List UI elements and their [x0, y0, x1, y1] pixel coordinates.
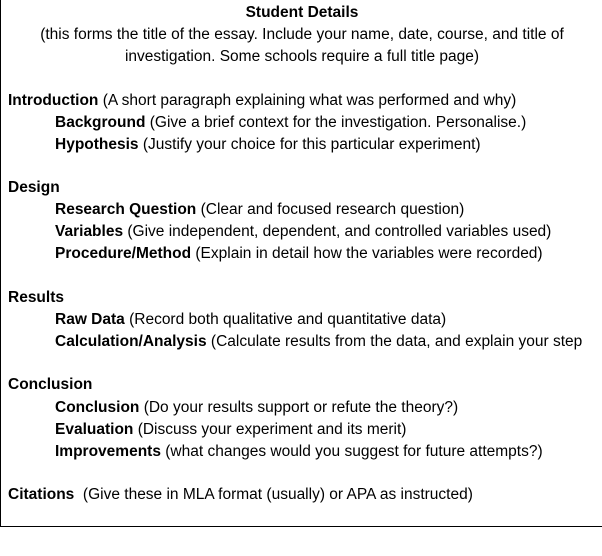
item-desc: (Justify your choice for this particular experiment) [138, 136, 481, 153]
section-label: Design [8, 179, 60, 196]
section-label: Results [8, 289, 64, 306]
item-hypothesis [55, 134, 481, 156]
item-label: Raw Data [55, 311, 125, 328]
item-raw-data [55, 309, 446, 331]
item-variables [55, 221, 551, 243]
item-label: Calculation/Analysis [55, 333, 207, 350]
doc-subtitle-line-2: investigation. Some schools require a full title page) [124, 48, 480, 65]
item-desc: (Record both qualitative and quantitative data) [124, 311, 447, 328]
item-desc: (Give a brief context for the investigation. Personalise.) [145, 114, 527, 131]
doc-heading: Student Details [245, 4, 359, 21]
item-label: Background [55, 114, 146, 131]
item-desc: (Discuss your experiment and its merit) [133, 421, 407, 438]
item-label: Hypothesis [55, 136, 139, 153]
item-label: Variables [55, 223, 124, 240]
item-improvements [55, 441, 543, 463]
doc-subtitle-line-1: (this forms the title of the essay. Include your name, date, course, and title of [40, 26, 564, 43]
item-desc: (Explain in detail how the variables were recorded) [191, 245, 543, 262]
item-label: Research Question [55, 201, 197, 218]
item-desc: (what changes would you suggest for future attempts?) [160, 443, 543, 460]
item-desc: (Do your results support or refute the theory?) [139, 399, 459, 416]
item-desc: (Calculate results from the data, and explain your step [206, 333, 583, 350]
section-label: Conclusion [8, 376, 93, 393]
section-design [8, 177, 60, 199]
item-desc: (Clear and focused research question) [196, 201, 465, 218]
section-citations [8, 484, 473, 506]
section-desc: (A short paragraph explaining what was performed and why) [98, 92, 517, 109]
item-procedure-method [55, 243, 543, 265]
item-background [55, 112, 526, 134]
item-research-question [55, 199, 464, 221]
section-introduction [8, 90, 516, 112]
item-conclusion [55, 397, 458, 419]
section-label: Citations [8, 486, 75, 503]
section-desc: (Give these in MLA format (usually) or APA as instructed) [74, 486, 473, 503]
section-conclusion [8, 374, 92, 396]
item-label: Improvements [55, 443, 161, 460]
section-results [8, 287, 64, 309]
item-calculation-analysis [55, 331, 582, 353]
item-label: Procedure/Method [55, 245, 192, 262]
item-desc: (Give independent, dependent, and controlled variables used) [123, 223, 552, 240]
section-label: Introduction [8, 92, 99, 109]
item-label: Conclusion [55, 399, 140, 416]
item-evaluation [55, 419, 406, 441]
item-label: Evaluation [55, 421, 134, 438]
